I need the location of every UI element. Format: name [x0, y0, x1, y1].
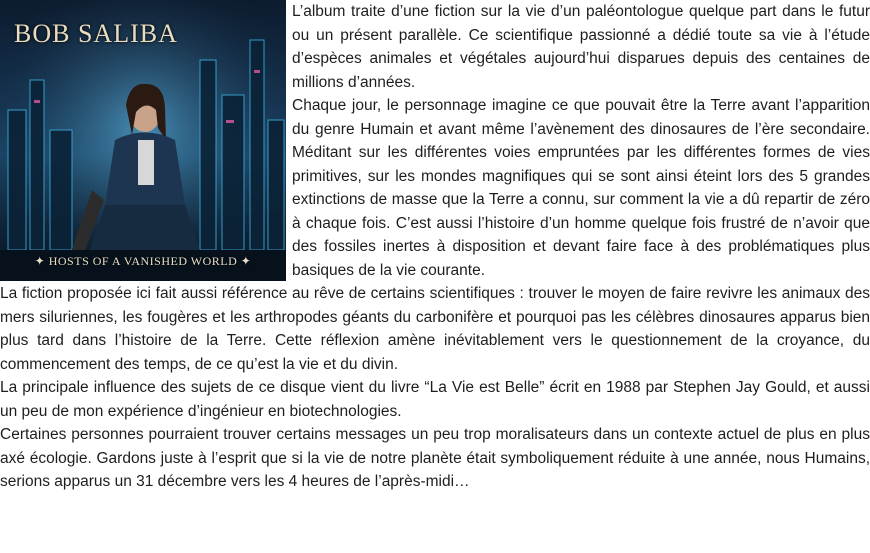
paragraph-4: La principale influence des sujets de ce disque vient du livre “La Vie est Belle” écrit en 1988 par Stephen Jay Gould, et aussi un peu de mon expérience d’ingénieur en biotechnologies. — [0, 379, 870, 420]
paragraph-2: Chaque jour, le personnage imagine ce que pouvait être la Terre avant l’apparition du genre Humain et avant même l’avènement des dinosaures de l’ère secondaire. Méditant sur les différentes voies empruntées par les différentes formes de vies primitives, sur les mondes magnifiques qui se sont ainsi éteint lors des 5 grandes extinctions de masse que la Terre a connu, sur comment la vie a dû repartir de zéro à chaque fois. C’est aussi l’histoire d’un homme quelque fois frustré de n’avoir que des fossiles inertes à disposition et devant faire face à des problématiques plus basiques de la vie courante. — [292, 97, 870, 279]
album-cover-image — [0, 0, 286, 281]
cover-band-name: BOB SALIBA — [14, 19, 178, 48]
cover-album-title: ✦ HOSTS OF A VANISHED WORLD ✦ — [34, 253, 252, 268]
paragraph-1: L’album traite d’une fiction sur la vie d’un paléontologue quelque part dans le futur ou un présent parallèle. Ce scientifique passionné a dédié toute sa vie à l’étude d’espèces animales et végétales aujourd’hui disparues depuis des centaines de millions d’années. — [292, 3, 870, 91]
paragraph-5: Certaines personnes pourraient trouver certains messages un peu trop moralisateurs dans un contexte actuel de plus en plus axé écologie. Gardons juste à l’esprit que si la vie de notre planète était symboliquement réduite à une année, nous Humains, serions apparus un 31 décembre vers les 4 heures de l’après-midi… — [0, 426, 870, 490]
paragraph-3: La fiction proposée ici fait aussi référence au rêve de certains scientifiques : trouver le moyen de faire revivre les animaux des mers siluriennes, les fougères et les arthropodes géants du carbonifère et pourquoi pas les célèbres dinosaures apparus bien plus tard dans l’histoire de la Terre. Cette réflexion amène inévitablement vers le questionnement de la croyance, du commencement des temps, de ce qu’est la vie et du divin. — [0, 285, 870, 373]
